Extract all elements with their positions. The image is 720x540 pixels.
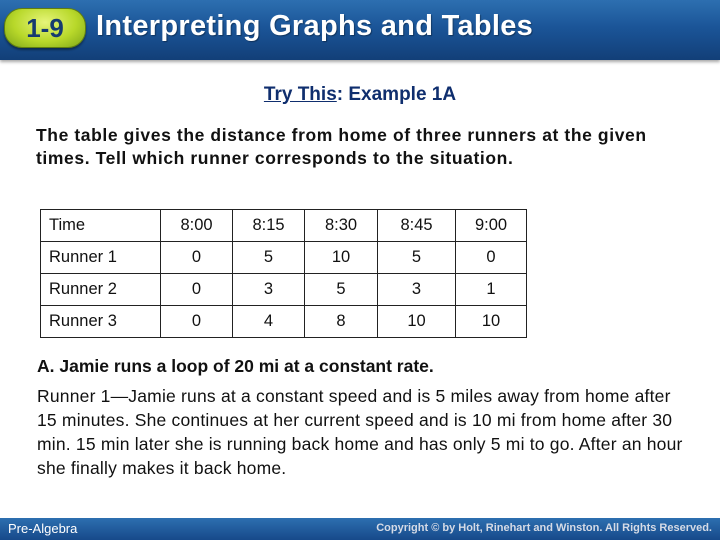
slide-subtitle bbox=[0, 84, 720, 106]
table-cell: Runner 2 bbox=[41, 274, 161, 306]
table-header-cell: 8:45 bbox=[378, 210, 456, 242]
table-header-row bbox=[41, 210, 527, 242]
table-header-cell: Time bbox=[41, 210, 161, 242]
copyright-notice: Copyright © by Holt, Rinehart and Winston. All Rights Reserved. bbox=[376, 522, 712, 534]
table-cell: 4 bbox=[233, 306, 305, 338]
lesson-badge: 1-9 bbox=[4, 8, 86, 48]
table-row bbox=[41, 306, 527, 338]
table-cell: 5 bbox=[233, 242, 305, 274]
table-cell: 10 bbox=[456, 306, 527, 338]
table-cell: 10 bbox=[305, 242, 378, 274]
table-cell: 5 bbox=[378, 242, 456, 274]
answer-heading: A. Jamie runs a loop of 20 mi at a constant rate. bbox=[37, 356, 434, 376]
table-row bbox=[41, 242, 527, 274]
intro-text: The table gives the distance from home of three runners at the given times. Tell which runner corresponds to the situation. bbox=[36, 125, 647, 168]
footer-bar bbox=[0, 518, 720, 540]
table-cell: 0 bbox=[161, 274, 233, 306]
table-header-cell: 8:00 bbox=[161, 210, 233, 242]
header-bar bbox=[0, 0, 720, 60]
table-cell: 1 bbox=[456, 274, 527, 306]
try-this-link[interactable]: Try This bbox=[263, 84, 337, 105]
table-row bbox=[41, 274, 527, 306]
table-cell: Runner 3 bbox=[41, 306, 161, 338]
table-cell: 3 bbox=[233, 274, 305, 306]
runner-distance-table bbox=[40, 209, 527, 338]
table-cell: 5 bbox=[305, 274, 378, 306]
table-cell: 3 bbox=[378, 274, 456, 306]
table-header-cell: 9:00 bbox=[456, 210, 527, 242]
table-cell: 0 bbox=[456, 242, 527, 274]
table-cell: 10 bbox=[378, 306, 456, 338]
answer-body: Runner 1—Jamie runs at a constant speed and is 5 miles away from home after 15 minutes. She continues at her current speed and is 10 mi from home after 30 min. 15 min later she is running back home and has only 5 mi to go. After an hour she finally makes it back home. bbox=[37, 386, 683, 478]
table-cell: 8 bbox=[305, 306, 378, 338]
table-cell: 0 bbox=[161, 242, 233, 274]
subtitle-rest: : Example 1A bbox=[336, 84, 457, 105]
table-cell: 0 bbox=[161, 306, 233, 338]
table-header-cell: 8:30 bbox=[305, 210, 378, 242]
table-header-cell: 8:15 bbox=[233, 210, 305, 242]
table-cell: Runner 1 bbox=[41, 242, 161, 274]
course-name: Pre-Algebra bbox=[8, 521, 78, 536]
page-title: Interpreting Graphs and Tables bbox=[96, 10, 534, 42]
